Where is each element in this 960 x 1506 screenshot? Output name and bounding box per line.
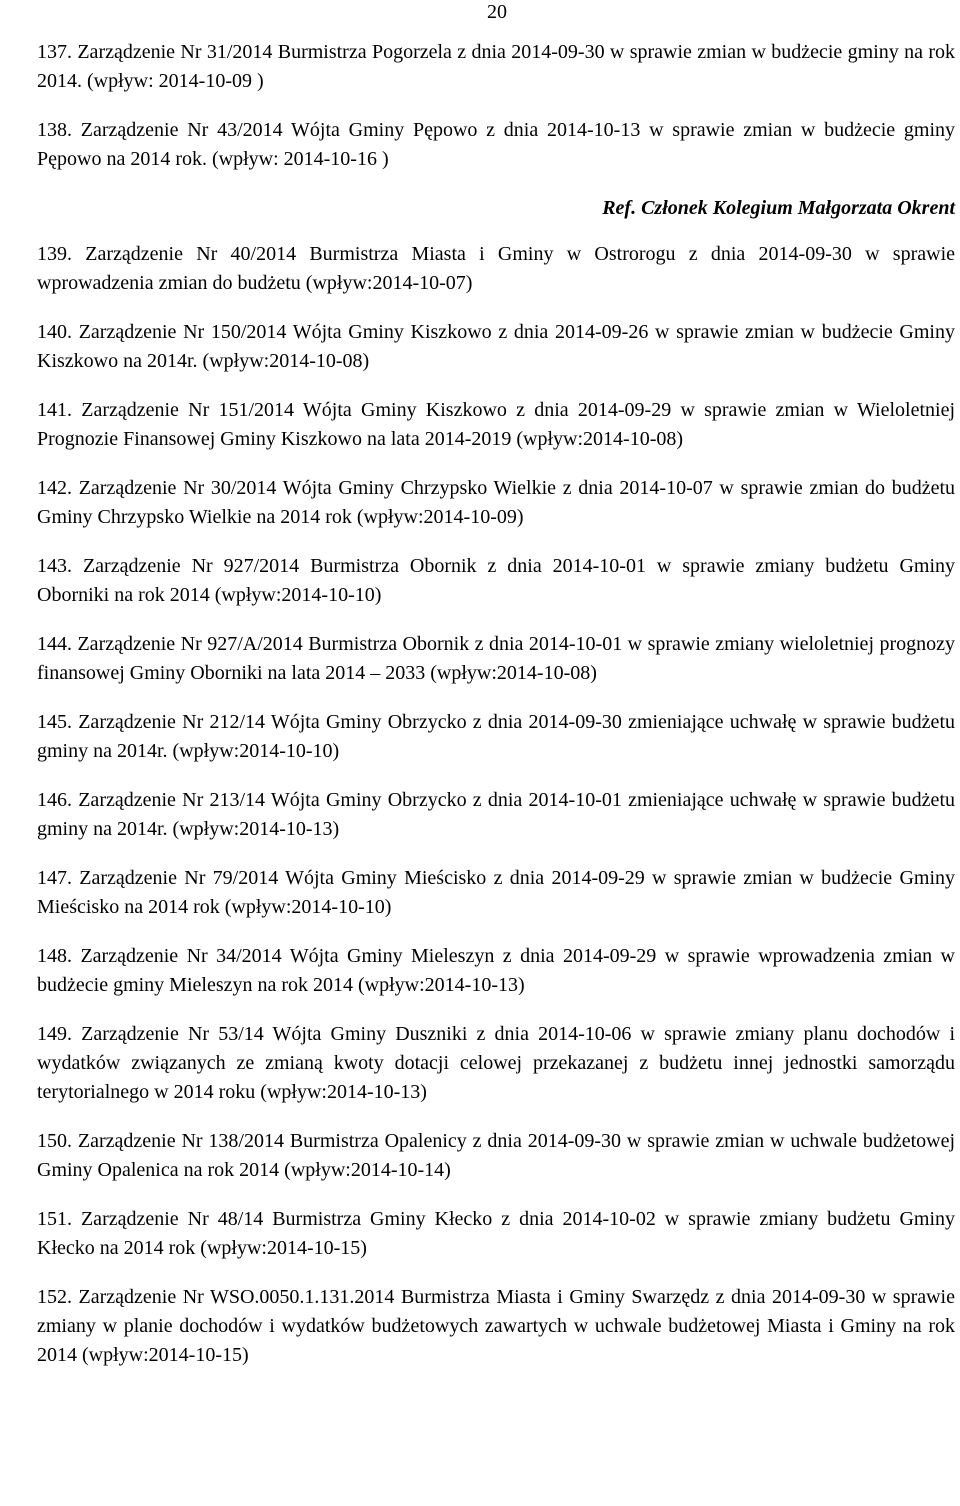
entry-number: 140. [37, 321, 72, 343]
entry-number: 137. [37, 41, 72, 63]
entry-text: Zarządzenie Nr 53/14 Wójta Gminy Duszniki z dnia 2014-10-06 w sprawie zmiany planu dochodów i wydatków związanych ze zmianą kwoty dotacji celowej przekazanej z budżetu innej jednostki samorządu terytorialnego w 2014 roku (wpływ:2014-10-13) [37, 1023, 956, 1103]
entry-text: Zarządzenie Nr WSO.0050.1.131.2014 Burmistrza Miasta i Gminy Swarzędz z dnia 2014-09-30 w sprawie zmiany w planie dochodów i wydatków budżetowych zawartych w uchwale budżetowej Miasta i Gminy na rok 2014 (wpływ:2014-10-15) [37, 1286, 955, 1366]
list-item [37, 116, 955, 174]
entry-text: Zarządzenie Nr 927/A/2014 Burmistrza Obornik z dnia 2014-10-01 w sprawie zmiany wieloletniej prognozy finansowej Gminy Oborniki na lata 2014 – 2033 (wpływ:2014-10-08) [37, 633, 955, 684]
entry-number: 144. [37, 633, 72, 655]
entry-text: Zarządzenie Nr 138/2014 Burmistrza Opalenicy z dnia 2014-09-30 w sprawie zmian w uchwale budżetowej Gminy Opalenica na rok 2014 (wpływ:2014-10-14) [37, 1130, 956, 1181]
list-item [37, 1127, 955, 1185]
entry-number: 148. [37, 945, 72, 967]
entry-number: 150. [37, 1130, 72, 1152]
list-item [37, 474, 955, 532]
entry-number: 147. [37, 867, 72, 889]
entry-text: Zarządzenie Nr 213/14 Wójta Gminy Obrzycko z dnia 2014-10-01 zmieniające uchwałę w sprawie budżetu gminy na 2014r. (wpływ:2014-10-13) [37, 789, 955, 840]
entry-text: Zarządzenie Nr 30/2014 Wójta Gminy Chrzypsko Wielkie z dnia 2014-10-07 w sprawie zmian do budżetu Gminy Chrzypsko Wielkie na 2014 rok (wpływ:2014-10-09) [37, 477, 956, 528]
page-number: 20 [487, 1, 507, 23]
list-item [37, 552, 955, 610]
entry-text: Zarządzenie Nr 212/14 Wójta Gminy Obrzycko z dnia 2014-09-30 zmieniające uchwałę w sprawie budżetu gminy na 2014r. (wpływ:2014-10-10) [37, 711, 955, 762]
list-item [37, 630, 955, 688]
document-body [37, 38, 955, 1390]
list-item [37, 942, 955, 1000]
list-item [37, 38, 955, 96]
entry-text: Zarządzenie Nr 150/2014 Wójta Gminy Kiszkowo z dnia 2014-09-26 w sprawie zmian w budżecie Gminy Kiszkowo na 2014r. (wpływ:2014-10-08) [37, 321, 955, 372]
entry-number: 145. [37, 711, 72, 733]
entry-text: Zarządzenie Nr 34/2014 Wójta Gminy Mieleszyn z dnia 2014-09-29 w sprawie wprowadzenia zmian w budżecie gminy Mieleszyn na rok 2014 (wpływ:2014-10-13) [37, 945, 956, 996]
list-item [37, 864, 955, 922]
entry-text: Zarządzenie Nr 40/2014 Burmistrza Miasta i Gminy w Ostrorogu z dnia 2014-09-30 w sprawie wprowadzenia zmian do budżetu (wpływ:2014-10-07) [37, 243, 956, 294]
entry-number: 152. [37, 1286, 72, 1308]
entry-text: Zarządzenie Nr 79/2014 Wójta Gminy Mieścisko z dnia 2014-09-29 w sprawie zmian w budżecie Gminy Mieścisko na 2014 rok (wpływ:2014-10-10) [37, 867, 955, 918]
entry-list [37, 38, 955, 174]
list-item [37, 396, 955, 454]
entry-text: Zarządzenie Nr 31/2014 Burmistrza Pogorzela z dnia 2014-09-30 w sprawie zmian w budżecie gminy na rok 2014. (wpływ: 2014-10-09 ) [37, 41, 955, 92]
entry-number: 138. [37, 119, 72, 141]
entry-number: 142. [37, 477, 72, 499]
entry-text: Zarządzenie Nr 151/2014 Wójta Gminy Kiszkowo z dnia 2014-09-29 w sprawie zmian w Wieloletniej Prognozie Finansowej Gminy Kiszkowo na lata 2014-2019 (wpływ:2014-10-08) [37, 399, 955, 450]
entry-text: Zarządzenie Nr 43/2014 Wójta Gminy Pępowo z dnia 2014-10-13 w sprawie zmian w budżecie gminy Pępowo na 2014 rok. (wpływ: 2014-10-16 ) [37, 119, 956, 170]
list-item [37, 1020, 955, 1107]
entry-number: 149. [37, 1023, 72, 1045]
entry-text: Zarządzenie Nr 927/2014 Burmistrza Obornik z dnia 2014-10-01 w sprawie zmiany budżetu Gminy Oborniki na rok 2014 (wpływ:2014-10-10) [37, 555, 956, 606]
entry-number: 139. [37, 243, 72, 265]
entry-number: 141. [37, 399, 72, 421]
entry-number: 151. [37, 1208, 72, 1230]
list-item [37, 240, 955, 298]
entry-number: 143. [37, 555, 72, 577]
list-item [37, 1283, 955, 1370]
list-item [37, 786, 955, 844]
entry-list [37, 240, 955, 1370]
reviewer-reference: Ref. Członek Kolegium Małgorzata Okrent [602, 197, 955, 219]
list-item [37, 1205, 955, 1263]
entry-text: Zarządzenie Nr 48/14 Burmistrza Gminy Kłecko z dnia 2014-10-02 w sprawie zmiany budżetu Gminy Kłecko na 2014 rok (wpływ:2014-10-15) [37, 1208, 955, 1259]
list-item [37, 318, 955, 376]
list-item [37, 708, 955, 766]
entry-number: 146. [37, 789, 72, 811]
